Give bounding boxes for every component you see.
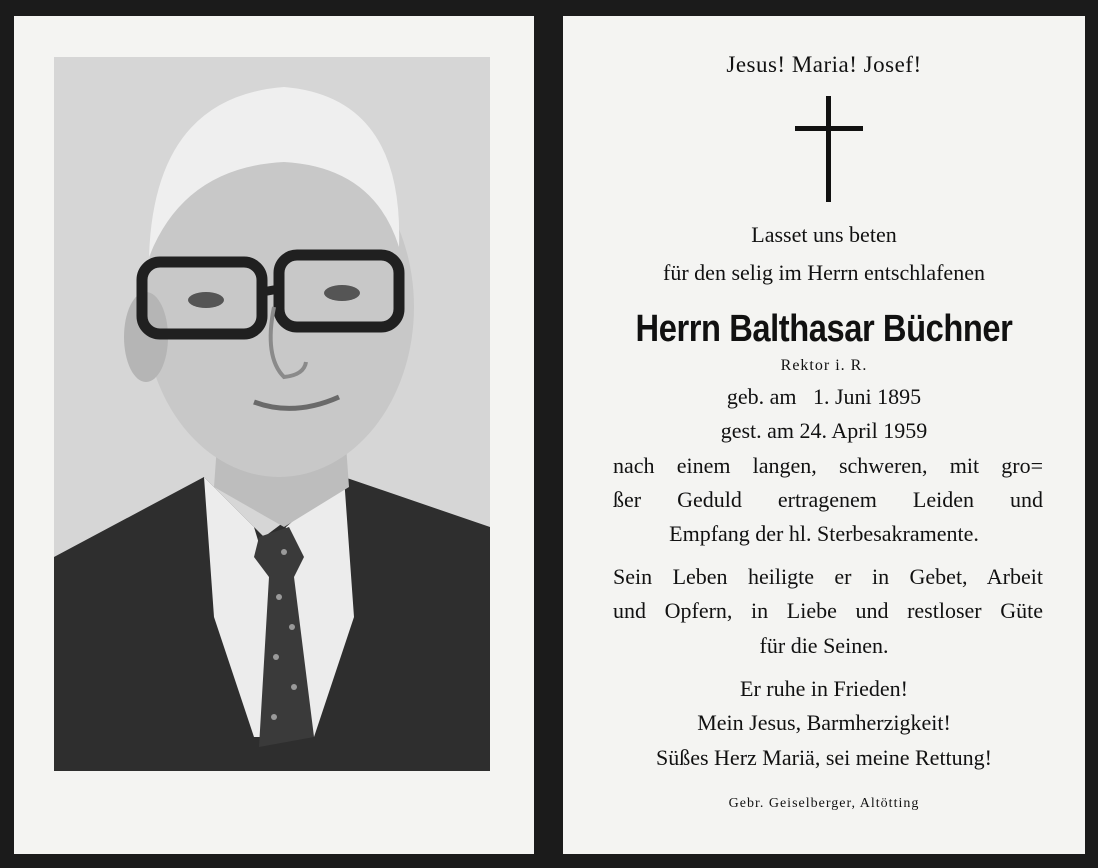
suffering-paragraph-line: ßer Geduld ertragenem Leiden und — [613, 487, 1043, 512]
text-panel — [563, 16, 1085, 854]
closing-prayer: Er ruhe in Frieden! — [740, 676, 908, 701]
deceased-title: Rektor i. R. — [780, 357, 868, 374]
prayer-intro: Lasset uns beten — [751, 222, 897, 247]
closing-prayer: Mein Jesus, Barmherzigkeit! — [697, 710, 951, 735]
dedication-line: für den selig im Herrn entschlafenen — [663, 260, 985, 285]
life-paragraph-line: für die Seinen. — [759, 633, 889, 658]
suffering-paragraph-line: Empfang der hl. Sterbesakramente. — [669, 521, 979, 546]
printer-credit: Gebr. Geiselberger, Altötting — [728, 796, 920, 811]
portrait-illustration — [54, 57, 490, 771]
portrait-photo — [54, 57, 490, 771]
birth-date: geb. am 1. Juni 1895 — [726, 384, 922, 409]
invocation-heading: Jesus! Maria! Josef! — [726, 52, 922, 77]
closing-prayer: Süßes Herz Mariä, sei meine Rettung! — [655, 745, 992, 770]
life-paragraph-line: und Opfern, in Liebe und restloser Güte — [613, 598, 1043, 623]
photo-panel — [14, 16, 534, 854]
suffering-paragraph-line: nach einem langen, schweren, mit gro= — [613, 453, 1043, 478]
latin-cross-icon — [795, 96, 863, 202]
life-paragraph-line: Sein Leben heiligte er in Gebet, Arbeit — [613, 564, 1043, 589]
death-date: gest. am 24. April 1959 — [720, 418, 928, 443]
deceased-name: Herrn Balthasar Büchner — [635, 308, 1013, 350]
